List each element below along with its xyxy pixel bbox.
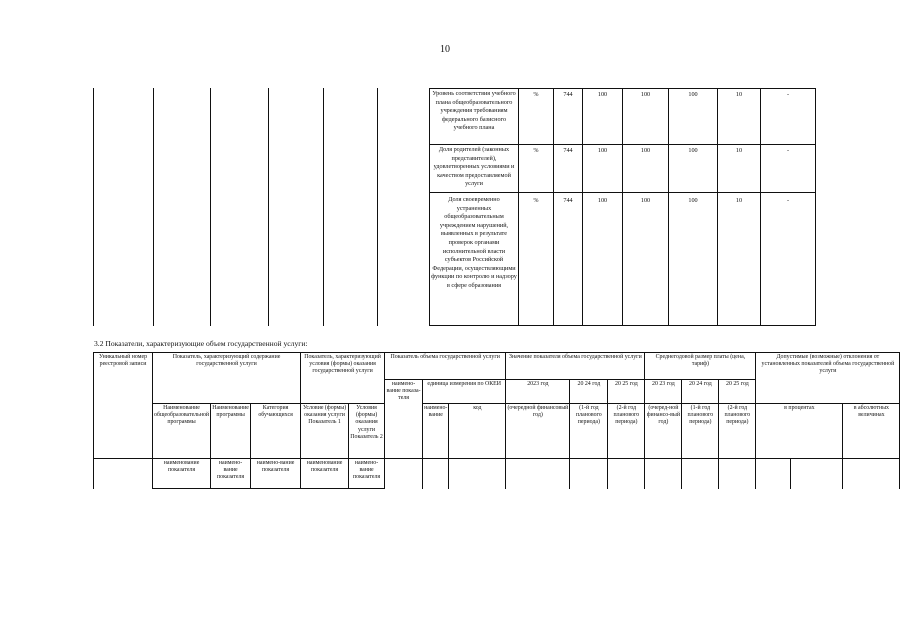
empty-cell: [449, 459, 506, 489]
empty-cell: [423, 459, 449, 489]
header-current-year: (очередной финансовый год): [506, 404, 570, 459]
header-price-second-plan-year: (2-й год планового периода): [719, 404, 756, 459]
header-unique-number: Уникальный номер реестровой записи: [94, 353, 153, 459]
header-average-price: Среднегодовой размер платы (цена, тариф): [645, 353, 756, 380]
column-border: [377, 88, 378, 326]
header-unit-code: код: [449, 404, 506, 459]
column-border: [668, 88, 669, 326]
column-border: [582, 88, 583, 326]
header-student-category: Категория обучающихся: [251, 404, 301, 459]
indicator-value-2024: 100: [640, 197, 651, 204]
empty-cell: [791, 459, 843, 489]
column-border: [622, 88, 623, 326]
indicator-name: Доля своевременно устраненных общеобразовательным учреждением нарушений, выявленных в результате проверок органами исполнительной власти субъектов Российской Федерации, осуществляющими функции по контролю и надзору в сфере образования: [431, 196, 517, 289]
header-second-plan-year: (2-й год планового периода): [608, 404, 645, 459]
indicator-value-2024: 100: [640, 91, 651, 98]
empty-cell: [385, 459, 423, 489]
subheader-indicator-name-1: наименование показателя: [153, 459, 211, 489]
empty-cell: [843, 459, 900, 489]
indicator-value-2024: 100: [640, 147, 651, 154]
column-border: [153, 88, 154, 326]
indicator-unit: %: [533, 91, 539, 98]
header-unit-name: наимено-вание: [423, 404, 449, 459]
indicator-deviation-absolute: -: [786, 197, 790, 204]
indicator-value-2023: 100: [597, 197, 608, 204]
indicator-deviation-percent: 10: [735, 91, 743, 98]
indicator-value-2025: 100: [688, 147, 698, 154]
header-condition-2: Условия (формы) оказания услуги Показатель 2: [349, 404, 385, 459]
empty-cell: [645, 459, 682, 489]
indicator-value-2025: 100: [688, 197, 698, 204]
empty-cell: [94, 459, 153, 489]
column-border: [268, 88, 269, 326]
header-condition-1: Условие (формы) оказания услуги Показатель 1: [301, 404, 349, 459]
header-year-2023: 2023 год: [506, 380, 570, 404]
column-border: [323, 88, 324, 326]
header-volume-value: Значение показателя объема государственной услуги: [506, 353, 645, 380]
header-conditions-indicator: Показатель, характеризующий условия (формы) оказания государственной услуги: [301, 353, 385, 404]
subheader-indicator-name-2: наимено-вание показателя: [211, 459, 251, 489]
indicator-deviation-absolute: -: [786, 147, 790, 154]
header-year-2025: 20 25 год: [608, 380, 645, 404]
empty-cell: [682, 459, 719, 489]
row-border: [429, 192, 816, 193]
header-in-percent: в процентах: [756, 404, 843, 459]
header-program-name: Наименование общеобразовательной программы: [153, 404, 211, 459]
header-price-year-2023: 20 23 год: [645, 380, 682, 404]
column-border: [210, 88, 211, 326]
header-volume-indicator: Показатель объема государственной услуги: [385, 353, 506, 380]
row-border: [429, 144, 816, 145]
indicator-okei: 744: [563, 197, 573, 204]
column-border: [717, 88, 718, 326]
empty-cell: [719, 459, 756, 489]
page-number: 10: [440, 44, 450, 55]
indicator-okei: 744: [563, 147, 573, 154]
header-volume-unit: единица измерения по ОКЕИ: [423, 380, 506, 404]
indicator-value-2025: 100: [688, 91, 698, 98]
header-content-indicator: Показатель, характеризующий содержание государственной услуги: [153, 353, 301, 404]
header-price-year-2024: 20 24 год: [682, 380, 719, 404]
header-in-absolute: в абсолютных величинах: [843, 404, 900, 459]
indicator-unit: %: [533, 147, 539, 154]
header-price-first-plan-year: (1-й год планового периода): [682, 404, 719, 459]
indicator-unit: %: [533, 197, 539, 204]
subheader-indicator-name-4: наименование показателя: [301, 459, 349, 489]
header-price-year-2025: 20 25 год: [719, 380, 756, 404]
indicator-name: Доля родителей (законных представителей), удовлетворенных условиями и качеством предоставляемой услуги: [433, 146, 515, 188]
indicator-value-2023: 100: [597, 91, 608, 98]
row-border: [429, 88, 816, 89]
section-title: 3.2 Показатели, характеризующие объем государственной услуги:: [94, 339, 308, 348]
indicator-deviation-percent: 10: [735, 197, 743, 204]
indicator-deviation-absolute: -: [786, 91, 790, 98]
empty-cell: [570, 459, 608, 489]
column-border: [553, 88, 554, 326]
column-border: [93, 88, 94, 326]
indicator-deviation-percent: 10: [735, 147, 743, 154]
column-border: [429, 88, 430, 326]
column-border: [815, 88, 816, 326]
empty-cell: [756, 459, 791, 489]
header-allowed-deviation: Допустимые (возможные) отклонения от установленных показателей объема государственной услуги: [756, 353, 900, 404]
column-border: [518, 88, 519, 326]
header-volume-name: наимено-вание показа-теля: [385, 380, 423, 459]
column-border: [760, 88, 761, 326]
empty-cell: [608, 459, 645, 489]
subheader-indicator-name-5: наимено-вание показателя: [349, 459, 385, 489]
empty-cell: [506, 459, 570, 489]
header-year-2024: 20 24 год: [570, 380, 608, 404]
volume-indicators-table: [93, 352, 900, 489]
indicator-value-2023: 100: [597, 147, 608, 154]
row-border: [429, 325, 816, 326]
header-first-plan-year: (1-й год планового периода): [570, 404, 608, 459]
header-price-current-year: (очеред-ной финансо-вый год): [645, 404, 682, 459]
indicator-name: Уровень соответствия учебного плана общеобразовательного учреждения требованиям федерального базисного учебного плана: [432, 90, 516, 132]
indicator-okei: 744: [563, 91, 573, 98]
subheader-indicator-name-3: наимено-вание показателя: [251, 459, 301, 489]
header-programs: Наименование программы: [211, 404, 251, 459]
